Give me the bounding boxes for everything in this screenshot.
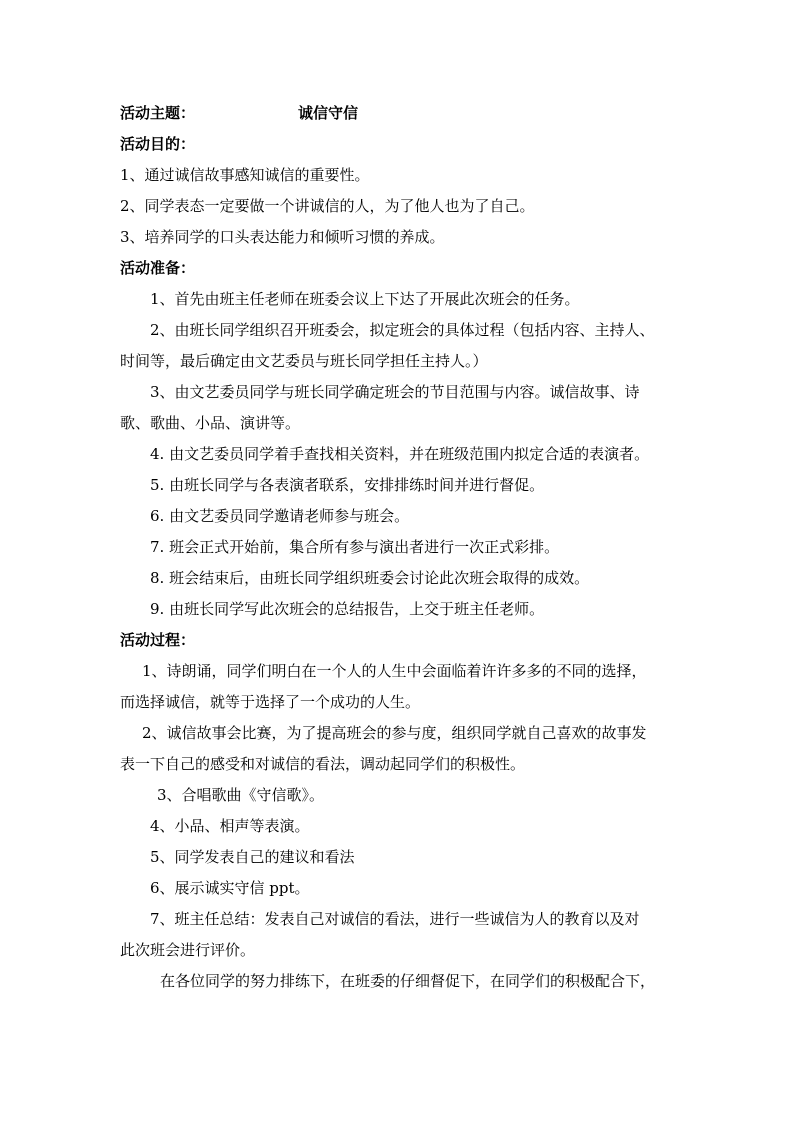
purpose-heading: 活动目的： <box>120 135 196 153</box>
preparation-line-7: 5. 由班长同学与各表演者联系，安排排练时间并进行督促。 <box>150 476 545 494</box>
preparation-heading: 活动准备： <box>120 259 196 277</box>
purpose-item-1: 1、通过诚信故事感知诚信的重要性。 <box>120 166 370 184</box>
process-line-11: 在各位同学的努力排练下，在班委的仔细督促下，在同学们的积极配合下， <box>160 972 656 990</box>
purpose-item-3: 3、培养同学的口头表达能力和倾听习惯的养成。 <box>120 228 445 246</box>
preparation-line-11: 9. 由班长同学写此次班会的总结报告，上交于班主任老师。 <box>150 600 545 618</box>
preparation-line-2: 2、由班长同学组织召开班委会，拟定班会的具体过程（包括内容、主持人、 <box>150 321 655 339</box>
activity-theme-value: 诚信守信 <box>298 104 359 122</box>
process-line-3: 2、诚信故事会比赛，为了提高班会的参与度，组织同学就自己喜欢的故事发 <box>142 724 647 742</box>
process-line-1: 1、诗朗诵，同学们明白在一个人的人生中会面临着许许多多的不同的选择， <box>142 662 647 680</box>
preparation-line-10: 8. 班会结束后，由班长同学组织班委会讨论此次班会取得的成效。 <box>150 569 590 587</box>
process-line-2: 而选择诚信，就等于选择了一个成功的人生。 <box>120 693 421 711</box>
process-line-6: 4、小品、相声等表演。 <box>150 817 310 835</box>
process-line-8: 6、展示诚实守信 ppt。 <box>150 879 310 897</box>
process-heading: 活动过程： <box>120 631 196 649</box>
process-line-7: 5、同学发表自己的建议和看法 <box>150 848 355 866</box>
purpose-item-2: 2、同学表态一定要做一个讲诚信的人，为了他人也为了自己。 <box>120 197 535 215</box>
preparation-line-6: 4. 由文艺委员同学着手查找相关资料，并在班级范围内拟定合适的表演者。 <box>150 445 650 463</box>
preparation-line-5: 歌、歌曲、小品、演讲等。 <box>120 414 301 432</box>
preparation-line-8: 6. 由文艺委员同学邀请老师参与班会。 <box>150 507 410 525</box>
activity-theme-label: 活动主题： <box>120 104 196 122</box>
process-line-9: 7、班主任总结：发表自己对诚信的看法，进行一些诚信为人的教育以及对 <box>150 910 640 928</box>
process-line-10: 此次班会进行评价。 <box>120 941 256 959</box>
activity-theme-row <box>120 98 676 129</box>
preparation-line-1: 1、首先由班主任老师在班委会议上下达了开展此次班会的任务。 <box>150 290 580 308</box>
document-page <box>120 98 676 997</box>
preparation-line-4: 3、由文艺委员同学与班长同学确定班会的节目范围与内容。诚信故事、诗 <box>150 383 640 401</box>
preparation-line-9: 7. 班会正式开始前，集合所有参与演出者进行一次正式彩排。 <box>150 538 560 556</box>
process-line-4: 表一下自己的感受和对诚信的看法，调动起同学们的积极性。 <box>120 755 526 773</box>
process-line-5: 3、合唱歌曲《守信歌》。 <box>157 786 325 804</box>
preparation-line-3: 时间等，最后确定由文艺委员与班长同学担任主持人。） <box>120 352 488 370</box>
